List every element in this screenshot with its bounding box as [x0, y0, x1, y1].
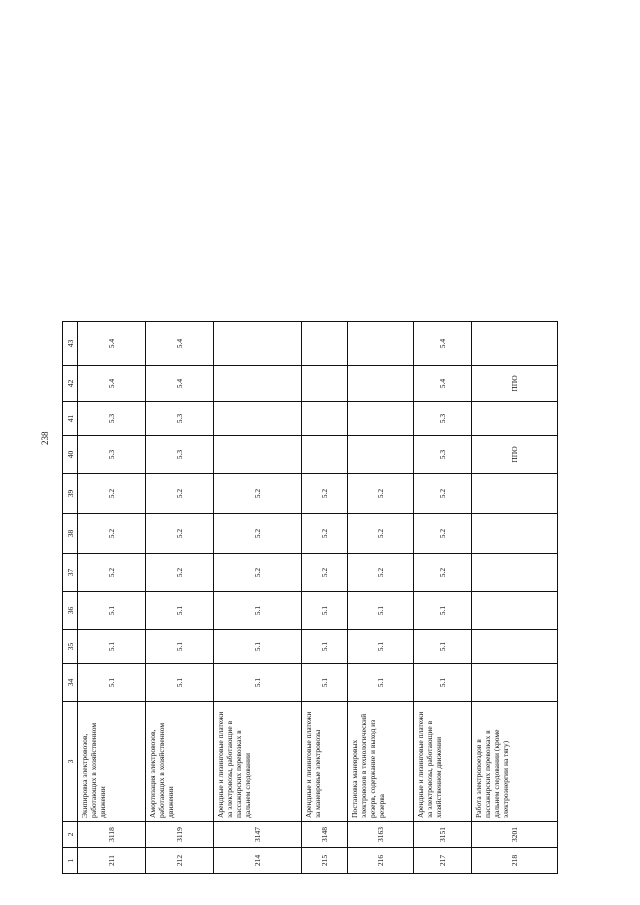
value-cell: 5.1 — [302, 592, 348, 630]
value-cell: 5.2 — [348, 474, 414, 514]
value-cell: 5.2 — [214, 514, 302, 554]
table-row — [414, 322, 472, 874]
row-code-cell: 3118 — [78, 822, 146, 848]
value-cell — [302, 322, 348, 366]
table-row — [302, 322, 348, 874]
row-code-cell: 3148 — [302, 822, 348, 848]
table-row — [78, 322, 146, 874]
column-header: 34 — [63, 664, 78, 702]
value-cell: 5.1 — [414, 664, 472, 702]
table-row — [348, 322, 414, 874]
value-cell: 5.2 — [348, 514, 414, 554]
value-cell — [302, 402, 348, 436]
value-cell: 5.2 — [414, 514, 472, 554]
table-row — [214, 322, 302, 874]
value-cell: 5.1 — [348, 630, 414, 664]
value-cell: 5.4 — [146, 366, 214, 402]
row-code-cell: 3163 — [348, 822, 414, 848]
value-cell: 5.1 — [348, 664, 414, 702]
column-header: 2 — [63, 822, 78, 848]
value-cell: 5.4 — [78, 366, 146, 402]
row-name-cell: Экипировка электровозов, работающих в хозяйственном движении — [78, 702, 146, 822]
value-cell: 5.2 — [146, 514, 214, 554]
value-cell: 5.2 — [78, 514, 146, 554]
value-cell: 5.4 — [414, 366, 472, 402]
column-header: 37 — [63, 554, 78, 592]
value-cell: 5.1 — [348, 592, 414, 630]
column-header: 39 — [63, 474, 78, 514]
value-cell: 5.1 — [214, 630, 302, 664]
row-number-cell: 215 — [302, 848, 348, 874]
value-cell — [214, 322, 302, 366]
value-cell — [472, 664, 558, 702]
value-cell: 5.3 — [414, 436, 472, 474]
value-cell: 5.1 — [214, 664, 302, 702]
value-cell: 5.1 — [146, 592, 214, 630]
table-body — [78, 322, 558, 874]
row-name-cell: Арендные и лизинговые платежи за электровозы, работающие в пассажирских перевозках в дальнем следовании — [214, 702, 302, 822]
row-code-cell: 3151 — [414, 822, 472, 848]
value-cell: 5.4 — [78, 322, 146, 366]
value-cell: 5.2 — [302, 554, 348, 592]
value-cell — [472, 474, 558, 514]
value-cell — [472, 554, 558, 592]
value-cell — [472, 592, 558, 630]
column-header: 41 — [63, 402, 78, 436]
rotated-table-container — [62, 322, 542, 874]
value-cell: 5.2 — [302, 474, 348, 514]
value-cell: 5.1 — [214, 592, 302, 630]
row-code-cell: 3201 — [472, 822, 558, 848]
value-cell — [348, 322, 414, 366]
row-number-cell: 211 — [78, 848, 146, 874]
value-cell: 5.1 — [146, 630, 214, 664]
value-cell — [302, 366, 348, 402]
value-cell: 5.1 — [146, 664, 214, 702]
value-cell — [302, 436, 348, 474]
row-name-cell: Арендные и лизинговые платежи за электровозы, работающие в хозяйственном движении — [414, 702, 472, 822]
value-cell — [472, 322, 558, 366]
table-row — [146, 322, 214, 874]
value-cell: 5.2 — [302, 514, 348, 554]
value-cell: 5.3 — [146, 402, 214, 436]
column-header: 42 — [63, 366, 78, 402]
value-cell: 5.1 — [414, 630, 472, 664]
value-cell — [214, 436, 302, 474]
value-cell — [472, 630, 558, 664]
value-cell: 5.2 — [146, 474, 214, 514]
value-cell: 5.1 — [414, 592, 472, 630]
value-cell — [472, 514, 558, 554]
row-number-cell: 214 — [214, 848, 302, 874]
row-number-cell: 217 — [414, 848, 472, 874]
value-cell: 5.2 — [78, 554, 146, 592]
column-header: 3 — [63, 702, 78, 822]
value-cell — [348, 436, 414, 474]
column-header: 43 — [63, 322, 78, 366]
value-cell: 5.2 — [214, 554, 302, 592]
value-cell: 5.1 — [78, 592, 146, 630]
value-cell — [214, 366, 302, 402]
row-name-cell: Амортизация электровозов, работающих в хозяйственном движении — [146, 702, 214, 822]
page-number: 238 — [40, 431, 50, 445]
row-name-cell: Арендные и лизинговые платежи за маневровые электровозы — [302, 702, 348, 822]
table-row — [472, 322, 558, 874]
value-cell — [348, 366, 414, 402]
value-cell: 5.4 — [146, 322, 214, 366]
value-cell: 5.2 — [214, 474, 302, 514]
row-code-cell: 3119 — [146, 822, 214, 848]
value-cell — [348, 402, 414, 436]
value-cell: 5.1 — [302, 630, 348, 664]
value-cell: ППО — [472, 436, 558, 474]
column-header: 40 — [63, 436, 78, 474]
value-cell: 5.3 — [146, 436, 214, 474]
value-cell: 5.3 — [78, 436, 146, 474]
value-cell — [472, 402, 558, 436]
value-cell: 5.2 — [78, 474, 146, 514]
row-name-cell: Работа электропоездов в пассажирских перевозках в дальнем следовании (кроме электроэнергии на тягу) — [472, 702, 558, 822]
row-code-cell: 3147 — [214, 822, 302, 848]
value-cell: 5.1 — [302, 664, 348, 702]
value-cell: 5.2 — [414, 474, 472, 514]
value-cell: 5.4 — [414, 322, 472, 366]
value-cell: 5.1 — [78, 630, 146, 664]
row-number-cell: 212 — [146, 848, 214, 874]
value-cell: ППО — [472, 366, 558, 402]
value-cell: 5.2 — [146, 554, 214, 592]
column-header: 35 — [63, 630, 78, 664]
column-header: 38 — [63, 514, 78, 554]
value-cell: 5.1 — [78, 664, 146, 702]
cost-allocation-table — [62, 321, 558, 874]
column-header: 36 — [63, 592, 78, 630]
value-cell: 5.2 — [414, 554, 472, 592]
value-cell: 5.3 — [414, 402, 472, 436]
value-cell: 5.2 — [348, 554, 414, 592]
header-row — [63, 322, 78, 874]
value-cell: 5.3 — [78, 402, 146, 436]
row-number-cell: 216 — [348, 848, 414, 874]
column-header: 1 — [63, 848, 78, 874]
value-cell — [214, 402, 302, 436]
row-name-cell: Постановка маневровых электровозов в технологический резерв, содержание и выход из резерва — [348, 702, 414, 822]
row-number-cell: 218 — [472, 848, 558, 874]
